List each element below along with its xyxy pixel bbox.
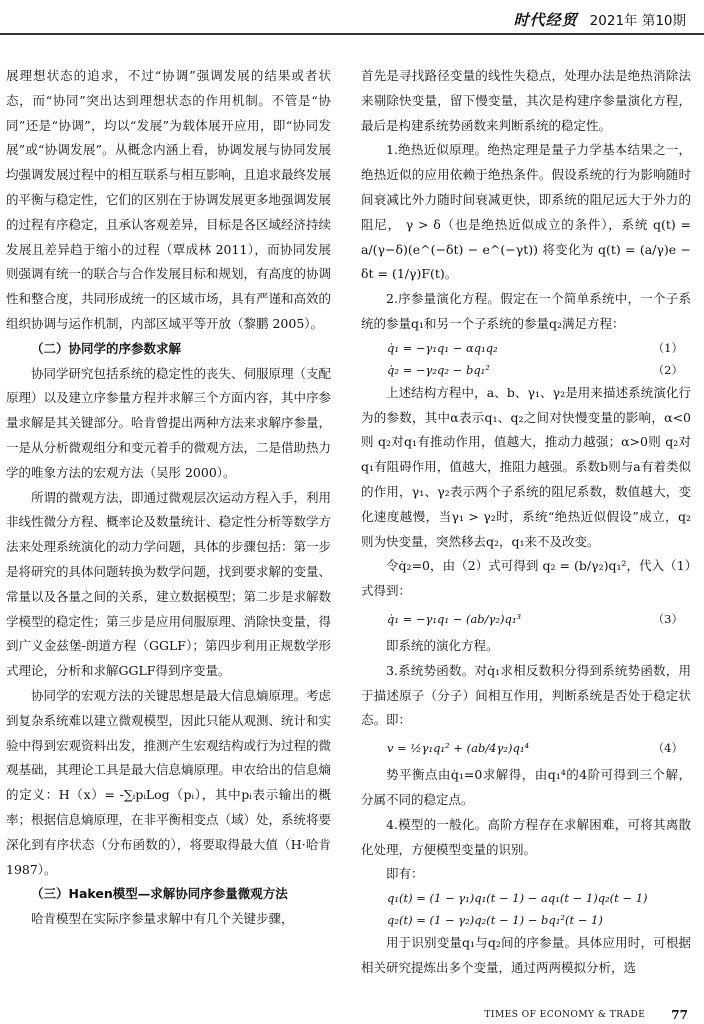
paragraph: 即系统的演化方程。 (386, 637, 499, 653)
paragraph: 3.系统势函数。对q̇₁求相反数积分得到系统势函数，用于描述原子（分子）间相互作用，判断系统是否处于稳定状态。即： (361, 662, 691, 728)
equation-4 (361, 733, 691, 763)
equation-text: q̇₂ = −γ₂q₂ − bq₁² (387, 362, 490, 377)
paragraph: 用于识别变量q₁与q₂间的序参量。具体应用时，可根据相关研究提炼出多个变量，通过两两模拟分析，选 (361, 935, 691, 975)
equation-number: （2） (652, 362, 683, 377)
equation-text: q̇₁ = −γ₁q₁ − αq₁q₂ (387, 340, 498, 355)
paragraph: 协同学的宏观方法的关键思想是最大信息熵原理。考虑到复杂系统难以建立微观模型，因此只能从观测、统计和实验中得到宏观资料出发，推测产生宏观结构或行为过程的微观基础，其理论工具是最大信息熵原理。申农给出的信息熵的定义：H（x）= -∑ᵢpᵢLog（pᵢ），其中pᵢ表示输出的概率；根据信息熵原理，在非平衡相变点（域）处，系统将要深化到有序状态（分布函数的），将要取得最大值（H·哈肯 1987）。 (6, 687, 332, 877)
paragraph: 即有： (386, 866, 424, 882)
paragraph: 势平衡点由q̇₁=0求解得，由q₁⁴的4阶可得到三个解，分属不同的稳定点。 (361, 767, 691, 807)
journal-brand: 时代经贸 (513, 10, 578, 29)
paragraph: 所谓的微观方法，即通过微观层次运动方程入手，利用非线性微分方程、概率论及数量统计、稳定性分析等数学方法来处理系统演化的动力学问题，具体的步骤包括：第一步是将研究的具体问题转换为数学问题，找到要求解的变量、常量以及各量之间的关系，建立数据模型；第二步是求解数学模型的稳定性；第三步是应用伺服原理、消除快变量，得到广义金兹堡-朗道方程（GGLF）；第四步利用正规数学形式理论，分析和求解GGLF得到序变量。 (6, 489, 332, 679)
paragraph: 令q̇₂=0，由（2）式可得到 q₂ = (b/γ₂)q₁²，代入（1）式得到： (361, 558, 691, 599)
paragraph: 2.序参量演化方程。假定在一个简单系统中，一个子系统的参量q₁和另一个子系统的参量q₂满足方程： (361, 291, 691, 331)
page-footer (484, 1008, 688, 1022)
paragraph: 4.模型的一般化。高阶方程存在求解困难，可将其离散化处理，方便模型变量的识别。 (361, 816, 691, 857)
paragraph: 1.绝热近似原理。绝热定理是量子力学基本结果之一，绝热近似的应用依赖于绝热条件。假设系统的行为影响随时间衰减比外力随时间衰减更快，即系统的阻尼远大于外力的阻尼， γ > δ（也是绝热近似成立的条件），系统 q(t) = a/(γ−δ)(e^(−δt) − e^(−γt)) 将变化为 q(t) = (a/γ)e − δt = (1/γ)F(t)。 (361, 142, 691, 282)
equation-number: （3） (652, 611, 683, 626)
page-header (514, 6, 686, 32)
equation-1 (361, 337, 691, 359)
equation-5 (361, 887, 691, 909)
section-heading: （二）协同学的序参数求解 (31, 340, 182, 356)
right-column (361, 64, 691, 981)
paragraph: 上述结构方程中，a、b、γ₁、γ₂是用来描述系统演化行为的参数，其中α表示q₁、q₂之间对快慢变量的影响，α<0则 q₂对q₁有推动作用，值越大，推动力越强；α>0则 q₂对q₁有阻碍作用，值越大，推阻力越强。系数b则与a有着类似的作用，γ₁、γ₂表示两个子系统的阻尼系数，数值越大，变化速度越慢，当γ₁ > γ₂时，系统“绝热近似假设”成立，q₂则为快变量，突然移去q₂，q₁来不及改变。 (361, 384, 691, 549)
issue-label: 2021年 第10期 (589, 13, 686, 29)
equation-text: q₂(t) = (1 − γ₂)q₂(t − 1) − bq₁²(t − 1) (387, 913, 603, 928)
paragraph: 哈肯模型在实际序参量求解中有几个关键步骤， (31, 911, 294, 927)
footer-journal: TIMES OF ECONOMY & TRADE (484, 1010, 646, 1020)
equation-text: q₁(t) = (1 − γ₁)q₁(t − 1) − aq₁(t − 1)q₂(t − 1) (387, 891, 648, 906)
header-rule (0, 33, 704, 35)
equation-number: （4） (652, 741, 683, 756)
equation-text: q̇₁ = −γ₁q₁ − (ab/γ₂)q₁³ (387, 611, 522, 626)
equation-number: （1） (652, 340, 683, 355)
left-column (6, 64, 331, 932)
equation-text: v = ½γ₁q₁² + (ab/4γ₂)q₁⁴ (387, 741, 530, 756)
paragraph: 首先是寻找路径变量的线性失稳点，处理办法是绝热消除法来剔除快变量，留下慢变量，其次是构建序参量演化方程，最后是构建系统势函数来判断系统的稳定性。 (361, 68, 691, 133)
equation-3 (361, 604, 691, 634)
page-number: 77 (671, 1008, 688, 1022)
section-heading: （三）Haken模型—求解协同序参量微观方法 (31, 886, 288, 902)
paragraph: 展理想状态的追求，不过“协调”强调发展的结果或者状态，而“协同”突出达到理想状态的作用机制。不管是“协同”还是“协调”，均以“发展”为载体展开应用，即“协同发展”或“协调发展”。从概念内涵上看，协调发展与协同发展均强调发展过程中的相互联系与相互影响，且追求最终发展的平衡与稳定性，它们的区别在于协调发展更多地强调发展的过程有序稳定，且承认客观差异，目标是各区域经济持续发展且差异趋于缩小的过程（覃成林 2011），而协同发展则强调有统一的联合与合作发展目标和规划，有高度的协调性和整合度，共同形成统一的区域市场，具有严谨和高效的组织协调与运作机制，内部区域平等开放（黎鹏 2005）。 (6, 68, 332, 331)
paragraph: 协同学研究包括系统的稳定性的丧失、伺服原理（支配原理）以及建立序参量方程并求解三个方面内容，其中序参量求解是其关键部分。哈肯曾提出两种方法来求解序参量，一是从分析微观组分和变元着手的微观方法，二是借助热力学的唯象方法的宏观方法（吴彤 2000）。 (6, 365, 332, 480)
equation-6 (361, 909, 691, 931)
equation-2 (361, 359, 691, 381)
